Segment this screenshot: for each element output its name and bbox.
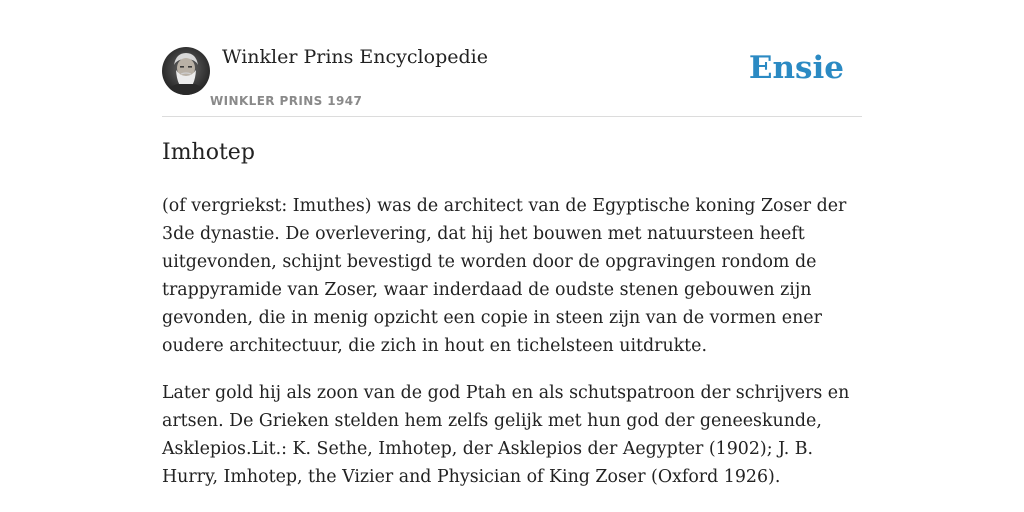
author-avatar[interactable] [162,47,210,95]
ensie-logo[interactable]: Ensie [748,50,844,86]
edition-label[interactable]: WINKLER PRINS 1947 [210,94,363,108]
article-paragraph: (of vergriekst: Imuthes) was de architect van de Egyptische koning Zoser der 3de dynastie. De overlevering, dat hij het bouwen met natuursteen heeft uitgevonden, schijnt bevestigd te worden door de opgravingen rondom de trappyramide van Zoser, waar inderdaad de oudste stenen gebouwen zijn gevonden, die in menig opzicht een copie in steen zijn van de vormen ener oudere architectuur, die zich in hout en tichelsteen uitdrukte. [162,196,847,356]
article-title: Imhotep [162,140,255,165]
article-paragraph: Later gold hij als zoon van de god Ptah en als schutspatroon der schrijvers en artsen. De Grieken stelden hem zelfs gelijk met hun god der geneeskunde, Asklepios.Lit.: K. Sethe, Imhotep, der Asklepios der Aegypter (1902); J. B. Hurry, Imhotep, the Vizier and Physician of King Zoser (Oxford 1926). [162,383,850,487]
source-header [162,44,862,117]
source-title-link[interactable]: Winkler Prins Encyclopedie [222,46,488,68]
bearded-man-portrait-icon [162,47,210,95]
